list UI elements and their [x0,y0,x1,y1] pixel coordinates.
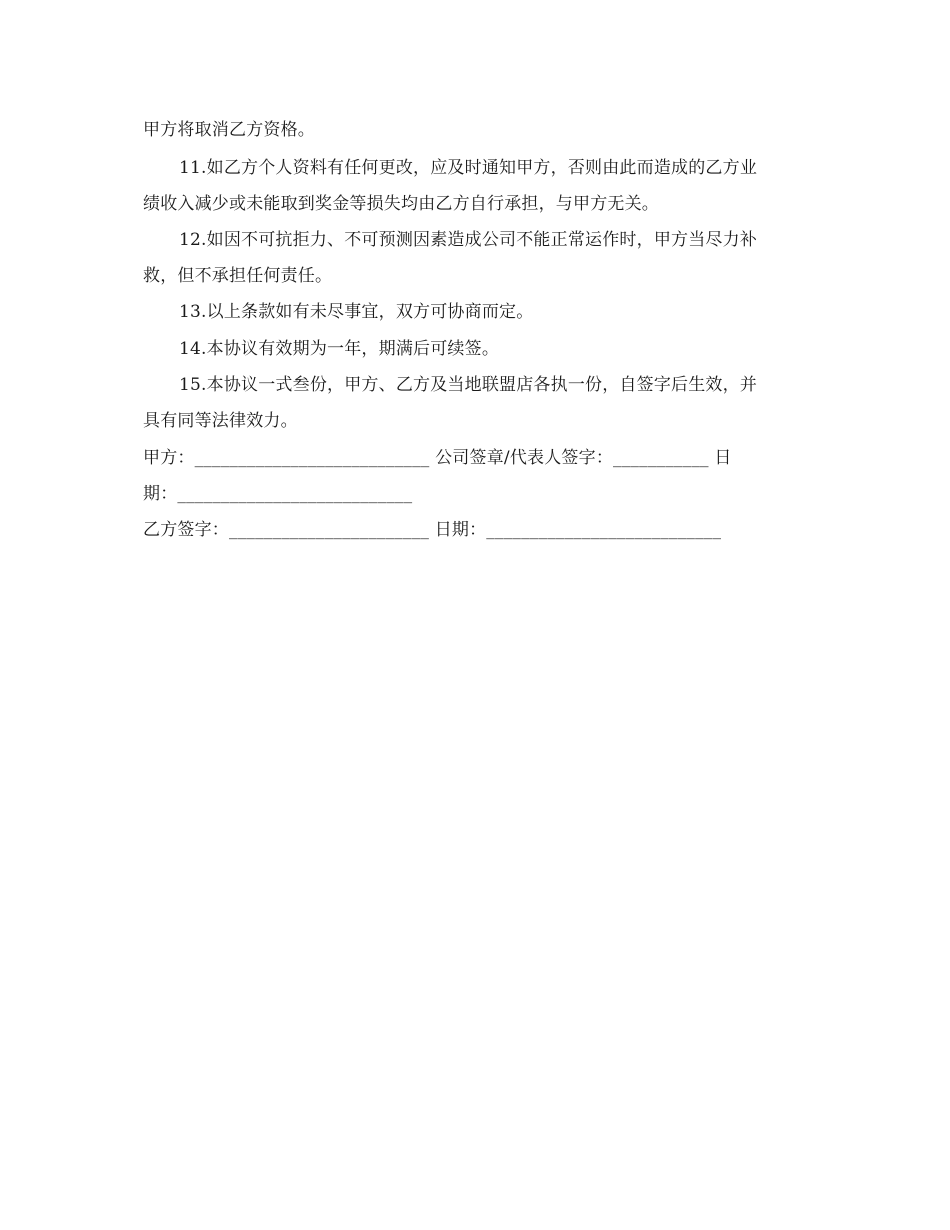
party-a-date-line: 期：___________________________ [143,484,413,504]
clause-13: 13.以上条款如有未尽事宜，双方可协商而定。 [179,302,534,322]
party-b-signature-line: 乙方签字：_______________________ 日期：___________________________ [143,520,722,540]
clause-11-line-2: 绩收入减少或未能取到奖金等损失均由乙方自行承担，与甲方无关。 [143,194,659,214]
clause-12-line-1: 12.如因不可抗拒力、不可预测因素造成公司不能正常运作时，甲方当尽力补 [179,230,758,250]
party-a-signature-line: 甲方：___________________________ 公司签章/代表人签字：___________ 日 [143,448,732,468]
clause-15-line-1: 15.本协议一式叁份，甲方、乙方及当地联盟店各执一份，自签字后生效，并 [179,375,758,395]
clause-12-line-2: 救，但不承担任何责任。 [143,266,333,286]
clause-14: 14.本协议有效期为一年，期满后可续签。 [179,339,500,359]
clause-11-line-1: 11.如乙方个人资料有任何更改，应及时通知甲方，否则由此而造成的乙方业 [179,158,758,178]
clause-15-line-2: 具有同等法律效力。 [143,411,298,431]
clause-10-continuation: 甲方将取消乙方资格。 [143,120,315,140]
